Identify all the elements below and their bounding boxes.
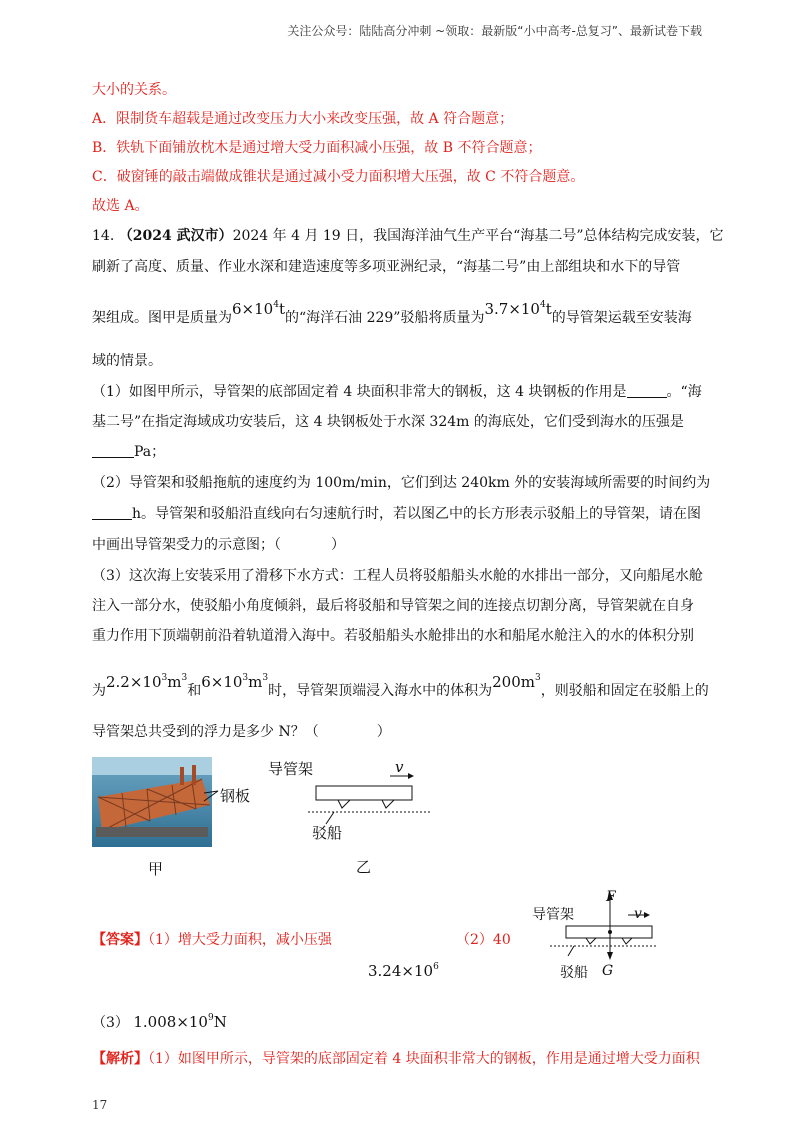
barge-label: 驳船 [312, 824, 343, 842]
drained-water-volume: $2.2\times 10^3m^3$ [106, 673, 188, 691]
question-14-line-1: 14. （2024 武汉市）2024 年 4 月 19 日，我国海洋油气生产平台“海基二号”总体结构完成安装，它 [92, 228, 724, 244]
answer-jacket-label: 导管架 [532, 907, 574, 923]
answer-part-3: （3） $1.008\times 10^9N$ [92, 1013, 227, 1031]
question-source: （2024 武汉市） [118, 228, 233, 244]
part-3-line-4: 为$2.2\times 10^3m^3$和$6\times 10^3m^3$时，导管架顶端浸入海水中的体积为$200m^3$，则驳船和固定在驳船上的 [92, 673, 709, 699]
part-1-line-2: 基二号”在指定海域成功安装后，这 4 块钢板处于水深 324m 的海底处，它们受到海水的压强是 [92, 414, 684, 430]
question-14-line-4: 域的情景。 [92, 353, 162, 369]
analysis-line: 【解析】（1）如图甲所示，导管架的底部固定着 4 块面积非常大的钢板，作用是通过增大受力面积 [92, 1051, 700, 1067]
jacket-mass: $3.7\times 10^4t$ [484, 300, 552, 318]
part-2-line-1: （2）导管架和驳船拖航的速度约为 100m/min，它们到达 240km 外的安装海域所需要的时间约为 [92, 475, 711, 491]
analysis-line: 大小的关系。 [92, 82, 176, 98]
answer-force-diagram [530, 886, 670, 976]
velocity-label: v [395, 758, 404, 776]
part-3-line-3: 重力作用下顶端朝前沿着轨道滑入海中。若驳船船头水舱排出的水和船尾水舱注入的水的体积分别 [92, 628, 694, 644]
barge-mass: $6\times 10^4t$ [232, 300, 285, 318]
page-number: 17 [92, 1098, 108, 1112]
answer-part-1: （1）增大受力面积，减小压强 [148, 932, 332, 948]
answer-barge-label: 驳船 [560, 965, 588, 981]
figure-yi-diagram [290, 760, 450, 860]
question-number: 14. [92, 228, 115, 244]
part-3-line-2: 注入一部分水，使驳船小角度倾斜，最后将驳船和导管架之间的连接点切割分离，导管架就在自身 [92, 598, 694, 614]
answer-line-1 [92, 930, 332, 950]
jacket-label: 导管架 [268, 760, 314, 778]
part-3-line-1: （3）这次海上安装采用了滑移下水方式：工程人员将驳船船头水舱的水排出一部分，又向船尾水舱 [92, 568, 703, 584]
answer-part-2: （2）40 [456, 932, 511, 948]
option-a-analysis: A．限制货车超载是通过改变压力大小来改变压强，故 A 符合题意； [92, 111, 514, 127]
question-14-line-3: 架组成。图甲是质量为$6\times 10^4t$的“海洋石油 229”驳船将质量为$3.7\times 10^4t$的导管架运载至安装海 [92, 300, 692, 326]
analysis-tag: 【解析】 [92, 1051, 148, 1067]
figure-yi-caption: 乙 [356, 858, 372, 876]
final-choice: 故选 A。 [92, 198, 149, 214]
answer-blank [92, 505, 132, 520]
figure-jia-caption: 甲 [148, 860, 164, 878]
option-c-analysis: C．破窗锤的敲击端做成锥状是通过减小受力面积增大压强，故 C 不符合题意。 [92, 169, 585, 185]
page-header: 关注公众号：陆陆高分冲刺 ~领取：最新版“小中高考-总复习”、最新试卷下载 [287, 24, 702, 38]
injected-water-volume: $6\times 10^3m^3$ [201, 673, 269, 691]
answer-pressure: $3.24\times 10^6$ [368, 962, 439, 980]
option-b-analysis: B．铁轨下面铺放枕木是通过增大受力面积减小压强，故 B 不符合题意； [92, 140, 542, 156]
part-1-line-3: Pa； [92, 442, 165, 462]
part-3-line-5: 导管架总共受到的浮力是多少 N？（ ） [92, 724, 391, 740]
steel-plate-label: 钢板 [220, 787, 251, 805]
answer-blank [92, 443, 134, 458]
part-1-line-1: （1）如图甲所示，导管架的底部固定着 4 块面积非常大的钢板，这 4 块钢板的作用是 。“海 [92, 384, 702, 400]
velocity-label-answer: v [634, 906, 642, 922]
immersed-volume: $200m^3$ [492, 673, 541, 691]
part-2-line-2: h。导管架和驳船沿直线向右匀速航行时，若以图乙中的长方形表示驳船上的导管架，请在图 [92, 504, 701, 524]
force-F-label: F [606, 889, 616, 905]
part-2-line-3: 中画出导管架受力的示意图；（ ） [92, 537, 345, 553]
question-14-line-2: 刷新了高度、质量、作业水深和建造速度等多项亚洲纪录，“海基二号”由上部组块和水下的导管 [92, 259, 681, 275]
answer-blank [627, 383, 667, 398]
gravity-G-label: G [602, 963, 614, 979]
answer-tag: 【答案】 [92, 932, 148, 948]
